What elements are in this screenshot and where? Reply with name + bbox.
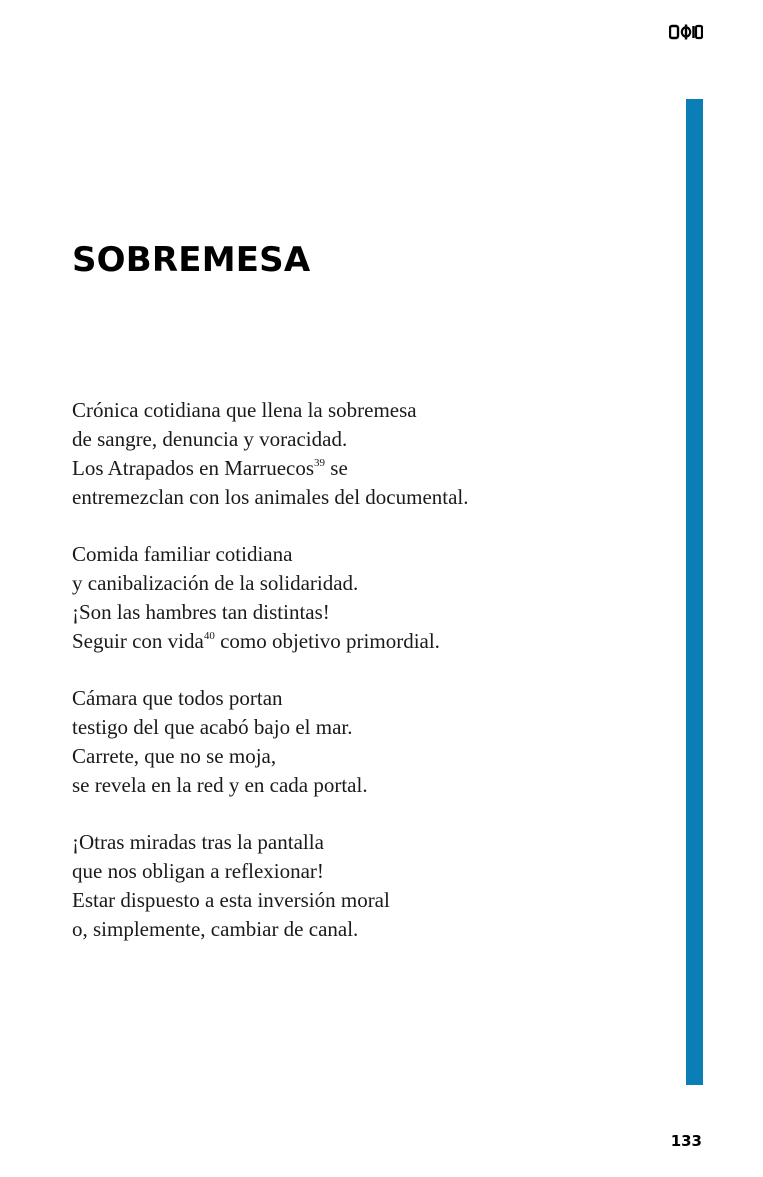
poem-line: Crónica cotidiana que llena la sobremesa — [72, 398, 417, 422]
poem-line: Cámara que todos portan — [72, 686, 283, 710]
poem-line: o, simplemente, cambiar de canal. — [72, 917, 359, 941]
line-text: como objetivo primordial. — [214, 629, 440, 653]
poem-body — [72, 396, 672, 972]
footnote-ref[interactable]: 39 — [314, 457, 326, 469]
poem-line: se revela en la red y en cada portal. — [72, 773, 368, 797]
poem-line — [72, 454, 672, 483]
poem-line: testigo del que acabó bajo el mar. — [72, 715, 353, 739]
poem-line — [72, 627, 672, 656]
stanza-1 — [72, 396, 672, 512]
stanza-2 — [72, 540, 672, 656]
page-number: 133 — [670, 1132, 702, 1150]
poem-line: Carrete, que no se moja, — [72, 744, 277, 768]
logo-glyphs-icon — [669, 24, 703, 40]
line-text: Seguir con vida — [72, 629, 204, 653]
line-text: se — [325, 456, 348, 480]
stanza-4 — [72, 828, 672, 944]
poem-line: ¡Son las hambres tan distintas! — [72, 600, 330, 624]
poem-line: Estar dispuesto a esta inversión moral — [72, 888, 390, 912]
side-accent-bar — [686, 99, 703, 1085]
poem-line: de sangre, denuncia y voracidad. — [72, 427, 348, 451]
footnote-ref[interactable]: 40 — [203, 630, 215, 642]
line-text: Los Atrapados en Marruecos — [72, 456, 315, 480]
poem-line: ¡Otras miradas tras la pantalla — [72, 830, 324, 854]
stanza-3 — [72, 684, 672, 800]
poem-title: SOBREMESA — [72, 240, 311, 280]
poem-line: que nos obligan a reflexionar! — [72, 859, 324, 883]
poem-line: entremezclan con los animales del documental. — [72, 485, 469, 509]
publisher-logo-icon — [669, 22, 703, 42]
poem-line: y canibalización de la solidaridad. — [72, 571, 359, 595]
poem-line: Comida familiar cotidiana — [72, 542, 293, 566]
